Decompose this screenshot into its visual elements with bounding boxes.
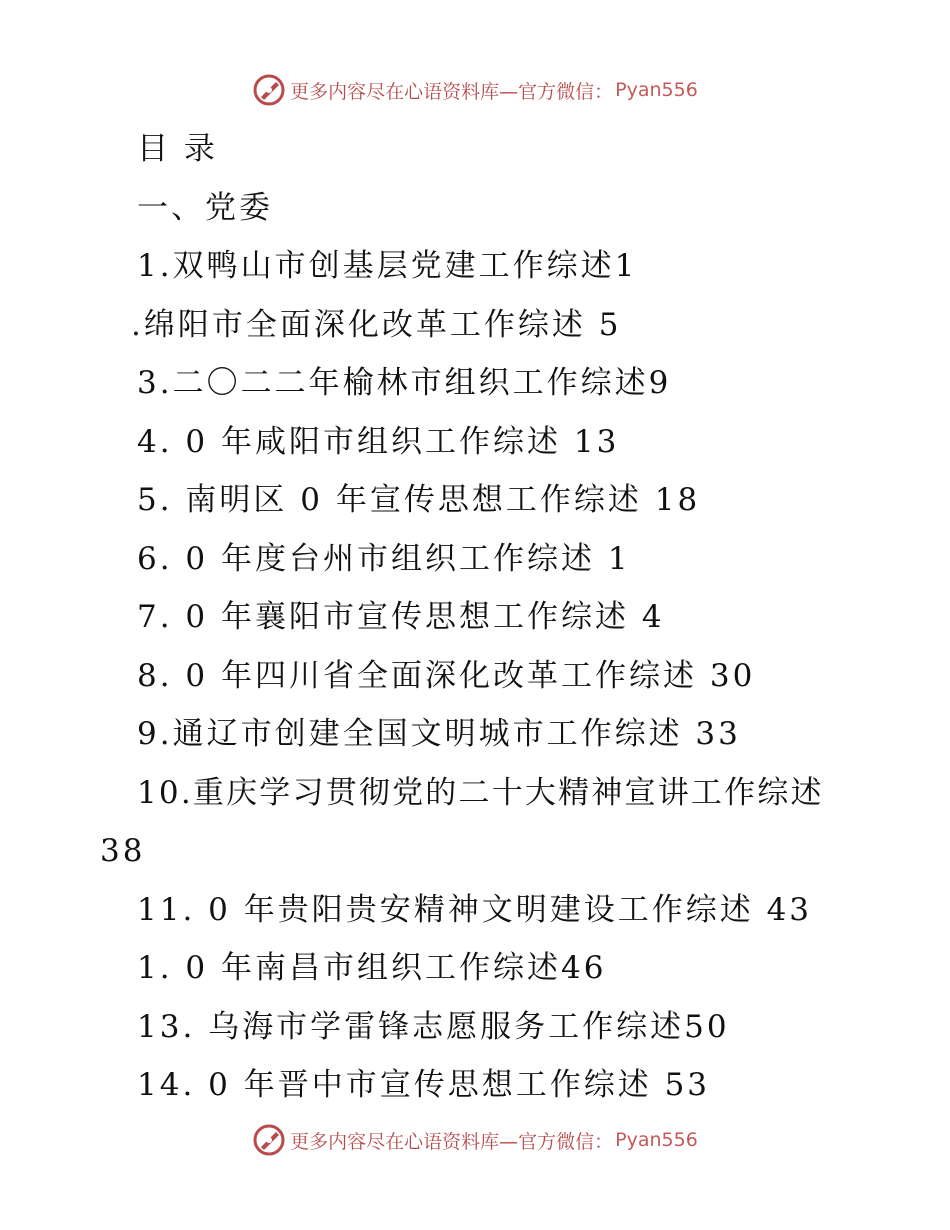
toc-title: 目 录 <box>137 131 218 167</box>
toc-entry-14: 14. 0 年晋中市宣传思想工作综述 53 <box>137 1067 711 1103</box>
toc-entry-8: 8. 0 年四川省全面深化改革工作综述 30 <box>137 657 756 694</box>
toc-entry-5: 5. 南明区 0 年宣传思想工作综述 18 <box>137 482 701 518</box>
toc-entry-1: 1.双鸭山市创基层党建工作综述1 <box>137 248 638 284</box>
toc-entry-4: 4. 0 年咸阳市组织工作综述 13 <box>137 423 620 460</box>
toc-entry-12: 1. 0 年南昌市组织工作综述46 <box>137 950 607 986</box>
toc-entry-11: 11. 0 年贵阳贵安精神文明建设工作综述 43 <box>137 891 813 928</box>
toc-entry-3: 3.二〇二二年榆林市组织工作综述9 <box>137 365 672 401</box>
toc-section-heading: 一、党委 <box>137 189 273 226</box>
watermark-header <box>0 72 950 108</box>
toc-entry-13: 13. 乌海市学雷锋志愿服务工作综述50 <box>137 1008 730 1045</box>
watermark-text: 更多内容尽在心语资料库—官方微信： <box>290 80 614 103</box>
pen-logo-icon <box>252 73 286 107</box>
toc-entry-9: 9.通辽市创建全国文明城市工作综述 33 <box>137 716 741 752</box>
toc-entry-10-page: 38 <box>100 833 146 869</box>
toc-entry-7: 7. 0 年襄阳市宣传思想工作综述 4 <box>137 599 665 635</box>
toc-entry-6: 6. 0 年度台州市组织工作综述 1 <box>137 540 631 577</box>
watermark-footer <box>0 1122 950 1158</box>
pen-logo-icon <box>252 1123 286 1157</box>
toc-content <box>0 120 950 1115</box>
watermark-handle: Pyan556 <box>615 79 698 101</box>
watermark-text: 更多内容尽在心语资料库—官方微信： <box>290 1130 614 1153</box>
watermark-handle: Pyan556 <box>615 1129 698 1151</box>
toc-entry-2: .绵阳市全面深化改革工作综述 5 <box>131 306 622 343</box>
toc-entry-10: 10.重庆学习贯彻党的二十大精神宣讲工作综述 <box>137 774 824 811</box>
